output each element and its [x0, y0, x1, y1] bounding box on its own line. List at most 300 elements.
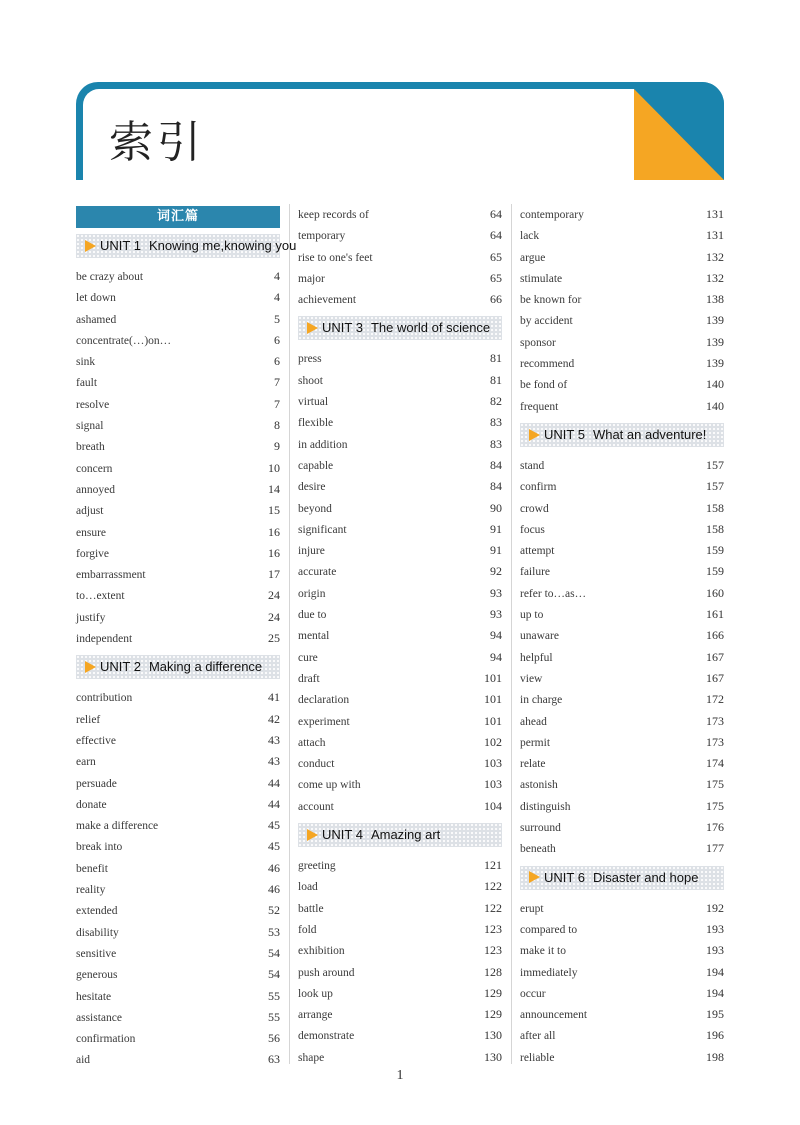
- index-column-1: [76, 204, 297, 1071]
- entry-term: permit: [520, 736, 551, 749]
- entry-page: 94: [490, 628, 502, 643]
- index-entry: [76, 836, 280, 857]
- entry-term: astonish: [520, 779, 558, 792]
- index-entry: [76, 943, 280, 964]
- entry-term: earn: [76, 756, 96, 769]
- index-entry: [298, 983, 502, 1004]
- entry-term: declaration: [298, 694, 350, 707]
- entry-page: 81: [490, 372, 502, 387]
- entry-term: desire: [298, 481, 326, 494]
- index-entry: [76, 794, 280, 815]
- entry-term: contribution: [76, 692, 133, 705]
- index-entry: [298, 370, 502, 391]
- entry-page: 193: [706, 943, 724, 958]
- entry-page: 9: [274, 439, 280, 454]
- unit-heading: [76, 655, 280, 679]
- index-entry: [298, 476, 502, 497]
- entry-page: 84: [490, 479, 502, 494]
- index-entry: [76, 415, 280, 436]
- entry-page: 103: [484, 756, 502, 771]
- entry-page: 55: [268, 988, 280, 1003]
- index-entry: [76, 522, 280, 543]
- index-entry: [298, 455, 502, 476]
- entry-term: disability: [76, 926, 119, 939]
- entry-term: push around: [298, 966, 355, 979]
- entry-page: 4: [274, 290, 280, 305]
- entry-page: 93: [490, 607, 502, 622]
- index-entry: [520, 540, 724, 561]
- entry-page: 121: [484, 858, 502, 873]
- index-entry: [298, 225, 502, 246]
- entry-page: 66: [490, 292, 502, 307]
- entry-term: up to: [520, 609, 544, 622]
- index-entry: [520, 817, 724, 838]
- entry-term: experiment: [298, 715, 350, 728]
- entry-page: 54: [268, 967, 280, 982]
- entry-page: 129: [484, 985, 502, 1000]
- triangle-bullet-icon: [307, 322, 318, 334]
- entry-term: major: [298, 272, 325, 285]
- index-entry: [76, 330, 280, 351]
- index-entry: [520, 838, 724, 859]
- entry-page: 91: [490, 543, 502, 558]
- index-entry: [520, 898, 724, 919]
- entry-page: 43: [268, 732, 280, 747]
- entry-term: stand: [520, 459, 545, 472]
- page-number: 1: [396, 1068, 404, 1083]
- entry-page: 140: [706, 398, 724, 413]
- entry-term: in charge: [520, 694, 563, 707]
- entry-page: 130: [484, 1049, 502, 1064]
- entry-term: load: [298, 881, 318, 894]
- index-entry: [76, 585, 280, 606]
- entry-page: 166: [706, 628, 724, 643]
- entry-term: be fond of: [520, 379, 568, 392]
- index-entry: [76, 372, 280, 393]
- entry-term: greeting: [298, 860, 336, 873]
- entry-page: 139: [706, 334, 724, 349]
- entry-term: refer to…as…: [520, 587, 587, 600]
- entry-page: 54: [268, 945, 280, 960]
- entry-page: 6: [274, 332, 280, 347]
- index-entry: [76, 309, 280, 330]
- entry-page: 52: [268, 903, 280, 918]
- entry-page: 174: [706, 756, 724, 771]
- entry-term: ensure: [76, 526, 107, 539]
- entry-term: be crazy about: [76, 271, 144, 283]
- index-entry: [298, 919, 502, 940]
- entry-term: erupt: [520, 902, 544, 915]
- entry-term: contemporary: [520, 209, 584, 221]
- index-entry: [298, 204, 502, 225]
- triangle-bullet-icon: [529, 429, 540, 441]
- index-entry: [76, 607, 280, 628]
- index-entry: [298, 711, 502, 732]
- entry-page: 64: [490, 228, 502, 243]
- index-entry: [520, 310, 724, 331]
- index-entry: [298, 561, 502, 582]
- entry-page: 103: [484, 777, 502, 792]
- entry-term: concentrate(…)on…: [76, 334, 172, 347]
- index-entry: [520, 268, 724, 289]
- index-entry: [76, 687, 280, 708]
- entry-page: 81: [490, 351, 502, 366]
- index-entry: [520, 225, 724, 246]
- entry-page: 159: [706, 564, 724, 579]
- entry-term: lack: [520, 230, 540, 243]
- index-entry: [76, 964, 280, 985]
- unit-heading: [520, 866, 724, 890]
- entry-term: capable: [298, 459, 334, 472]
- entry-term: confirmation: [76, 1033, 136, 1046]
- entry-term: reliable: [520, 1051, 555, 1064]
- entry-page: 131: [706, 207, 724, 221]
- entry-term: exhibition: [298, 945, 345, 958]
- entry-term: sensitive: [76, 947, 117, 960]
- index-entry: [298, 668, 502, 689]
- entry-page: 55: [268, 1009, 280, 1024]
- entry-term: stimulate: [520, 272, 563, 285]
- header-panel: [83, 89, 634, 180]
- entry-page: 195: [706, 1007, 724, 1022]
- triangle-bullet-icon: [85, 661, 96, 673]
- entry-page: 6: [274, 354, 280, 369]
- entry-term: confirm: [520, 481, 557, 494]
- entry-term: reality: [76, 884, 106, 897]
- entry-page: 173: [706, 713, 724, 728]
- index-entry: [76, 394, 280, 415]
- index-entry: [298, 876, 502, 897]
- index-entry: [298, 1025, 502, 1046]
- entry-page: 82: [490, 394, 502, 409]
- entry-page: 46: [268, 882, 280, 897]
- index-entry: [520, 962, 724, 983]
- entry-page: 139: [706, 313, 724, 328]
- index-entry: [76, 922, 280, 943]
- entry-term: in addition: [298, 438, 348, 451]
- entry-term: independent: [76, 633, 133, 646]
- entry-term: shape: [298, 1051, 325, 1064]
- entry-term: benefit: [76, 862, 108, 875]
- entry-page: 132: [706, 249, 724, 264]
- entry-page: 192: [706, 900, 724, 915]
- entry-term: attach: [298, 736, 326, 749]
- index-entry: [76, 500, 280, 521]
- index-entry: [76, 815, 280, 836]
- index-entry: [298, 604, 502, 625]
- entry-page: 83: [490, 415, 502, 430]
- entry-page: 123: [484, 921, 502, 936]
- entry-page: 16: [268, 545, 280, 560]
- entry-page: 83: [490, 436, 502, 451]
- entry-term: look up: [298, 987, 333, 1000]
- index-entry: [298, 855, 502, 876]
- unit-number: UNIT 4: [322, 827, 363, 843]
- index-entry: [298, 625, 502, 646]
- entry-term: argue: [520, 251, 546, 264]
- index-entry: [520, 604, 724, 625]
- entry-page: 5: [274, 311, 280, 326]
- entry-page: 56: [268, 1031, 280, 1046]
- unit-number: UNIT 6: [544, 869, 585, 885]
- index-entry: [298, 753, 502, 774]
- entry-term: resolve: [76, 398, 110, 411]
- entry-term: to…extent: [76, 590, 125, 603]
- entry-term: origin: [298, 587, 326, 600]
- index-entry: [520, 476, 724, 497]
- entry-term: fold: [298, 923, 317, 936]
- unit-number: UNIT 3: [322, 320, 363, 336]
- index-entry: [298, 583, 502, 604]
- index-entry: [520, 983, 724, 1004]
- index-entry: [298, 898, 502, 919]
- entry-page: 46: [268, 860, 280, 875]
- entry-page: 194: [706, 964, 724, 979]
- index-entry: [76, 879, 280, 900]
- index-entry: [298, 412, 502, 433]
- entry-term: focus: [520, 523, 545, 536]
- entry-page: 16: [268, 524, 280, 539]
- entry-term: aid: [76, 1054, 91, 1067]
- index-entry: [76, 858, 280, 879]
- entry-page: 15: [268, 503, 280, 518]
- index-entry: [76, 986, 280, 1007]
- entry-page: 84: [490, 457, 502, 472]
- unit-heading: [298, 823, 502, 847]
- triangle-bullet-icon: [85, 240, 96, 252]
- entry-term: rise to one's feet: [298, 251, 373, 264]
- index-entry: [520, 561, 724, 582]
- entry-page: 161: [706, 607, 724, 622]
- entry-page: 160: [706, 585, 724, 600]
- entry-term: keep records of: [298, 209, 369, 221]
- entry-term: immediately: [520, 966, 578, 979]
- entry-page: 167: [706, 670, 724, 685]
- entry-term: accurate: [298, 566, 337, 579]
- entry-term: significant: [298, 523, 347, 536]
- entry-page: 10: [268, 460, 280, 475]
- entry-term: embarrassment: [76, 569, 146, 582]
- entry-page: 132: [706, 270, 724, 285]
- index-column-2: [298, 204, 502, 1068]
- entry-page: 44: [268, 796, 280, 811]
- unit-heading: [298, 316, 502, 340]
- entry-term: beneath: [520, 843, 556, 856]
- index-entry: [298, 962, 502, 983]
- entry-page: 92: [490, 564, 502, 579]
- entry-page: 91: [490, 521, 502, 536]
- triangle-bullet-icon: [307, 829, 318, 841]
- entry-page: 177: [706, 841, 724, 856]
- entry-page: 43: [268, 754, 280, 769]
- index-entry: [76, 458, 280, 479]
- entry-term: sponsor: [520, 336, 556, 349]
- entry-page: 122: [484, 879, 502, 894]
- entry-page: 102: [484, 734, 502, 749]
- index-entry: [76, 628, 280, 649]
- entry-page: 157: [706, 457, 724, 472]
- index-entry: [298, 732, 502, 753]
- index-entry: [520, 332, 724, 353]
- entry-term: achievement: [298, 294, 357, 307]
- index-entry: [298, 519, 502, 540]
- entry-page: 63: [268, 1052, 280, 1067]
- entry-term: arrange: [298, 1009, 333, 1022]
- page-header: [76, 82, 724, 180]
- index-entry: [298, 689, 502, 710]
- entry-page: 45: [268, 839, 280, 854]
- index-entry: [76, 436, 280, 457]
- index-entry: [520, 289, 724, 310]
- index-entry: [298, 289, 502, 310]
- entry-term: extended: [76, 905, 118, 918]
- entry-term: make it to: [520, 945, 566, 958]
- entry-term: sink: [76, 356, 96, 369]
- entry-term: attempt: [520, 545, 555, 558]
- entry-term: battle: [298, 902, 324, 915]
- entry-page: 44: [268, 775, 280, 790]
- index-entry: [298, 540, 502, 561]
- entry-page: 93: [490, 585, 502, 600]
- entry-page: 65: [490, 249, 502, 264]
- index-entry: [520, 753, 724, 774]
- entry-page: 131: [706, 228, 724, 243]
- entry-page: 157: [706, 479, 724, 494]
- entry-page: 193: [706, 921, 724, 936]
- index-entry: [76, 266, 280, 287]
- entry-page: 101: [484, 670, 502, 685]
- entry-page: 158: [706, 500, 724, 515]
- entry-page: 176: [706, 820, 724, 835]
- entry-term: be known for: [520, 294, 582, 307]
- entry-term: make a difference: [76, 820, 159, 833]
- index-entry: [298, 348, 502, 369]
- unit-heading: [520, 423, 724, 447]
- entry-page: 24: [268, 588, 280, 603]
- index-entry: [520, 396, 724, 417]
- index-entry: [76, 287, 280, 308]
- entry-term: hesitate: [76, 990, 112, 1003]
- index-entry: [520, 583, 724, 604]
- index-entry: [76, 351, 280, 372]
- entry-page: 194: [706, 985, 724, 1000]
- entry-term: by accident: [520, 315, 573, 328]
- entry-term: persuade: [76, 777, 117, 790]
- entry-term: come up with: [298, 779, 361, 792]
- entry-page: 104: [484, 798, 502, 813]
- entry-term: relief: [76, 713, 101, 726]
- unit-name: Knowing me,knowing you: [148, 238, 297, 253]
- entry-page: 158: [706, 521, 724, 536]
- index-entry: [298, 940, 502, 961]
- entry-term: effective: [76, 734, 117, 747]
- index-entry: [520, 204, 724, 225]
- index-entry: [520, 919, 724, 940]
- index-entry: [520, 940, 724, 961]
- entry-page: 175: [706, 777, 724, 792]
- triangle-bullet-icon: [529, 871, 540, 883]
- entry-term: unaware: [520, 630, 559, 643]
- entry-term: after all: [520, 1030, 556, 1043]
- entry-term: due to: [298, 609, 327, 622]
- entry-term: shoot: [298, 374, 323, 387]
- entry-term: demonstrate: [298, 1030, 355, 1043]
- entry-term: temporary: [298, 230, 346, 243]
- entry-term: draft: [298, 672, 320, 685]
- unit-name: Amazing art: [370, 827, 441, 843]
- entry-page: 41: [268, 690, 280, 705]
- entry-page: 101: [484, 692, 502, 707]
- entry-term: failure: [520, 566, 551, 579]
- index-entry: [520, 625, 724, 646]
- index-entry: [76, 543, 280, 564]
- index-entry: [520, 455, 724, 476]
- index-entry: [520, 689, 724, 710]
- column-divider: [289, 204, 290, 1064]
- entry-term: conduct: [298, 758, 335, 771]
- entry-term: surround: [520, 822, 561, 835]
- entry-term: frequent: [520, 400, 559, 413]
- entry-page: 45: [268, 818, 280, 833]
- entry-page: 101: [484, 713, 502, 728]
- entry-term: concern: [76, 462, 113, 475]
- entry-term: occur: [520, 987, 546, 1000]
- entry-term: injure: [298, 545, 325, 558]
- index-entry: [520, 668, 724, 689]
- entry-page: 7: [274, 375, 280, 390]
- index-entry: [76, 479, 280, 500]
- index-entry: [520, 796, 724, 817]
- entry-page: 17: [268, 567, 280, 582]
- unit-heading: [76, 234, 297, 258]
- entry-page: 25: [268, 631, 280, 646]
- entry-page: 167: [706, 649, 724, 664]
- index-entry: [520, 353, 724, 374]
- index-entry: [298, 647, 502, 668]
- page-title: 索引: [109, 117, 205, 168]
- index-entry: [520, 647, 724, 668]
- index-entry: [298, 434, 502, 455]
- entry-page: 65: [490, 270, 502, 285]
- index-entry: [520, 247, 724, 268]
- entry-page: 14: [268, 481, 280, 496]
- entry-term: relate: [520, 758, 546, 771]
- index-entry: [76, 1007, 280, 1028]
- entry-term: adjust: [76, 505, 104, 518]
- index-entry: [298, 796, 502, 817]
- entry-term: ashamed: [76, 313, 117, 326]
- entry-term: assistance: [76, 1011, 122, 1024]
- entry-page: 130: [484, 1028, 502, 1043]
- entry-page: 138: [706, 292, 724, 307]
- index-entry: [520, 1047, 724, 1068]
- index-entry: [520, 774, 724, 795]
- entry-term: annoyed: [76, 483, 115, 496]
- entry-term: view: [520, 672, 543, 685]
- index-column-3: [520, 204, 724, 1068]
- index-entry: [298, 391, 502, 412]
- index-entry: [298, 268, 502, 289]
- entry-page: 53: [268, 924, 280, 939]
- unit-number: UNIT 1: [100, 238, 141, 253]
- index-entry: [520, 711, 724, 732]
- entry-page: 64: [490, 207, 502, 221]
- entry-term: generous: [76, 969, 118, 982]
- entry-page: 175: [706, 798, 724, 813]
- entry-term: let down: [76, 292, 116, 305]
- index-entry: [76, 1028, 280, 1049]
- entry-page: 129: [484, 1007, 502, 1022]
